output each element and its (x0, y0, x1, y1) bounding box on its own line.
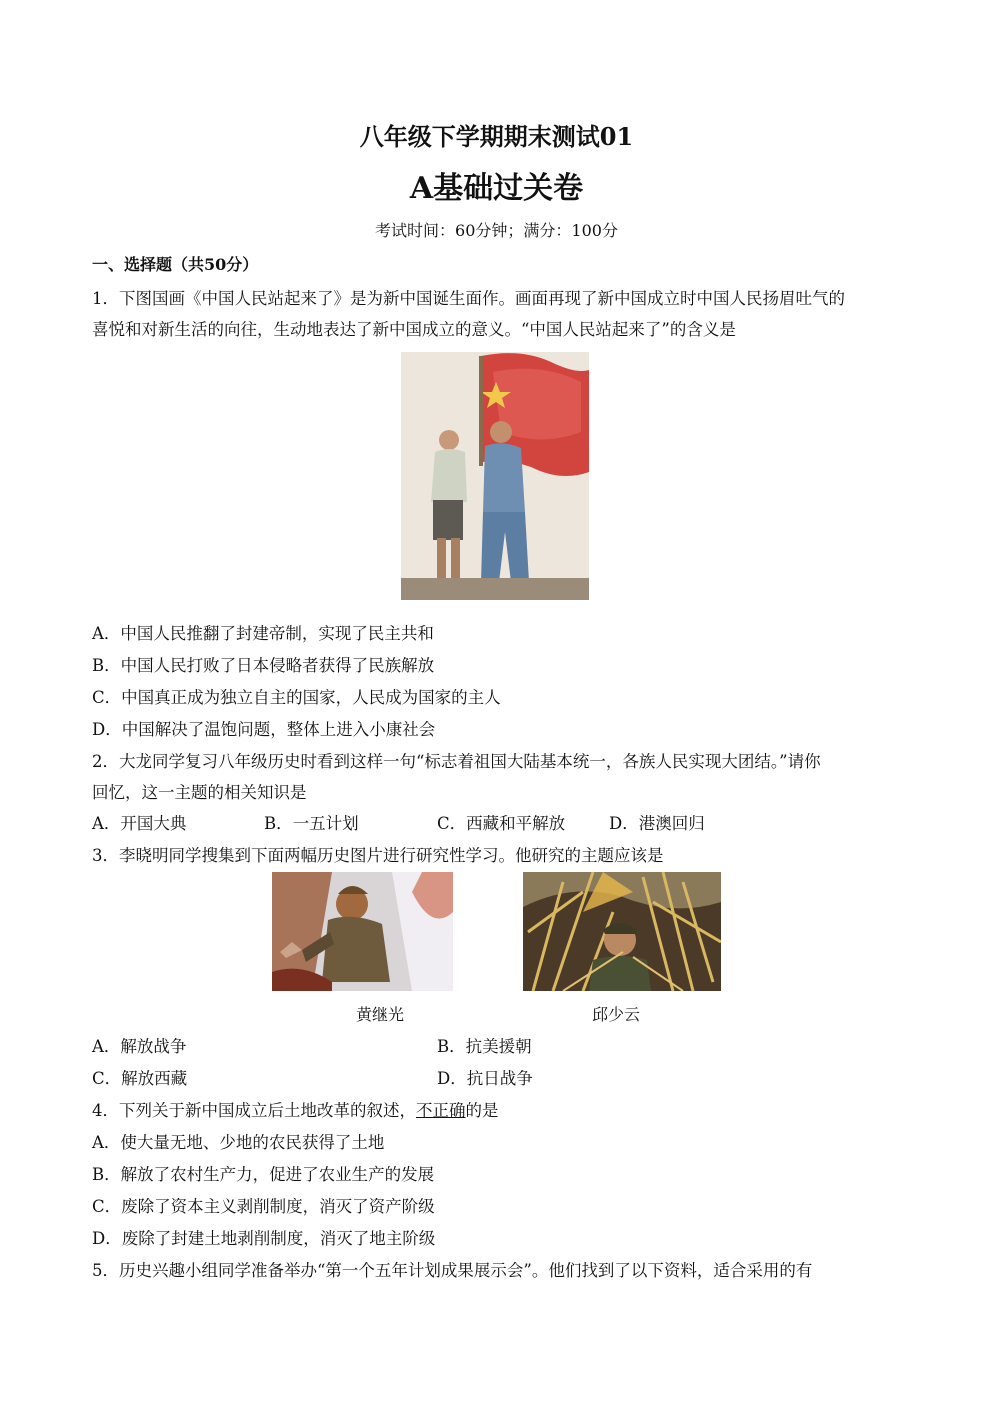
q2-option-d: D．港澳回归 (609, 814, 705, 833)
section-title: 一、选择题（共50分） (92, 255, 259, 274)
caption-qiu-shaoyun: 邱少云 (591, 1005, 640, 1024)
qiu-shaoyun-image (523, 872, 721, 991)
q3-option-b: B．抗美援朝 (437, 1037, 532, 1056)
q4-option-c: C．废除了资本主义剥削制度，消灭了资产阶级 (92, 1197, 435, 1216)
q2-stem-line1: 2．大龙同学复习八年级历史时看到这样一句“标志着祖国大陆基本统一，各族人民实现大团结。”请你 (92, 752, 821, 771)
paper-subtitle: A基础过关卷 (409, 171, 584, 206)
q1-option-b: B．中国人民打败了日本侵略者获得了民族解放 (92, 656, 435, 675)
q4-stem (92, 1097, 499, 1121)
q5-stem: 5．历史兴趣小组同学准备举办“第一个五年计划成果展示会”。他们找到了以下资料，适合采用的有 (92, 1261, 813, 1280)
q2-option-b: B．一五计划 (264, 814, 359, 833)
q4-stem-underlined: 不正确 (416, 1101, 466, 1120)
q4-stem-after: 的是 (465, 1101, 499, 1120)
q2-option-c: C．西藏和平解放 (437, 814, 566, 833)
q4-stem-before: 4．下列关于新中国成立后土地改革的叙述， (92, 1101, 416, 1120)
q4-option-d: D．废除了封建土地剥削制度，消灭了地主阶级 (92, 1229, 436, 1248)
q3-option-a: A．解放战争 (92, 1037, 187, 1056)
exam-info: 考试时间：60分钟；满分：100分 (375, 221, 618, 240)
painting-people-stand-up-image (401, 352, 589, 600)
q2-stem-line2: 回忆，这一主题的相关知识是 (92, 783, 307, 802)
q4-option-a: A．使大量无地、少地的农民获得了土地 (92, 1133, 385, 1152)
q3-stem: 3．李晓明同学搜集到下面两幅历史图片进行研究性学习。他研究的主题应该是 (92, 846, 664, 865)
q3-option-c: C．解放西藏 (92, 1069, 188, 1088)
q1-option-c: C．中国真正成为独立自主的国家，人民成为国家的主人 (92, 688, 501, 707)
page-title: 八年级下学期期末测试01 (359, 122, 634, 151)
q3-option-d: D．抗日战争 (437, 1069, 533, 1088)
q4-option-b: B．解放了农村生产力，促进了农业生产的发展 (92, 1165, 435, 1184)
q1-option-a: A．中国人民推翻了封建帝制，实现了民主共和 (92, 624, 434, 643)
q2-option-a: A．开国大典 (92, 814, 187, 833)
huang-jiguang-image (272, 872, 453, 991)
q1-stem-line2: 喜悦和对新生活的向往，生动地表达了新中国成立的意义。“中国人民站起来了”的含义是 (92, 320, 736, 339)
q1-option-d: D．中国解决了温饱问题，整体上进入小康社会 (92, 720, 436, 739)
caption-huang-jiguang: 黄继光 (355, 1005, 404, 1024)
q1-stem-line1: 1．下图国画《中国人民站起来了》是为新中国诞生面作。画面再现了新中国成立时中国人民扬眉吐气的 (92, 289, 845, 308)
